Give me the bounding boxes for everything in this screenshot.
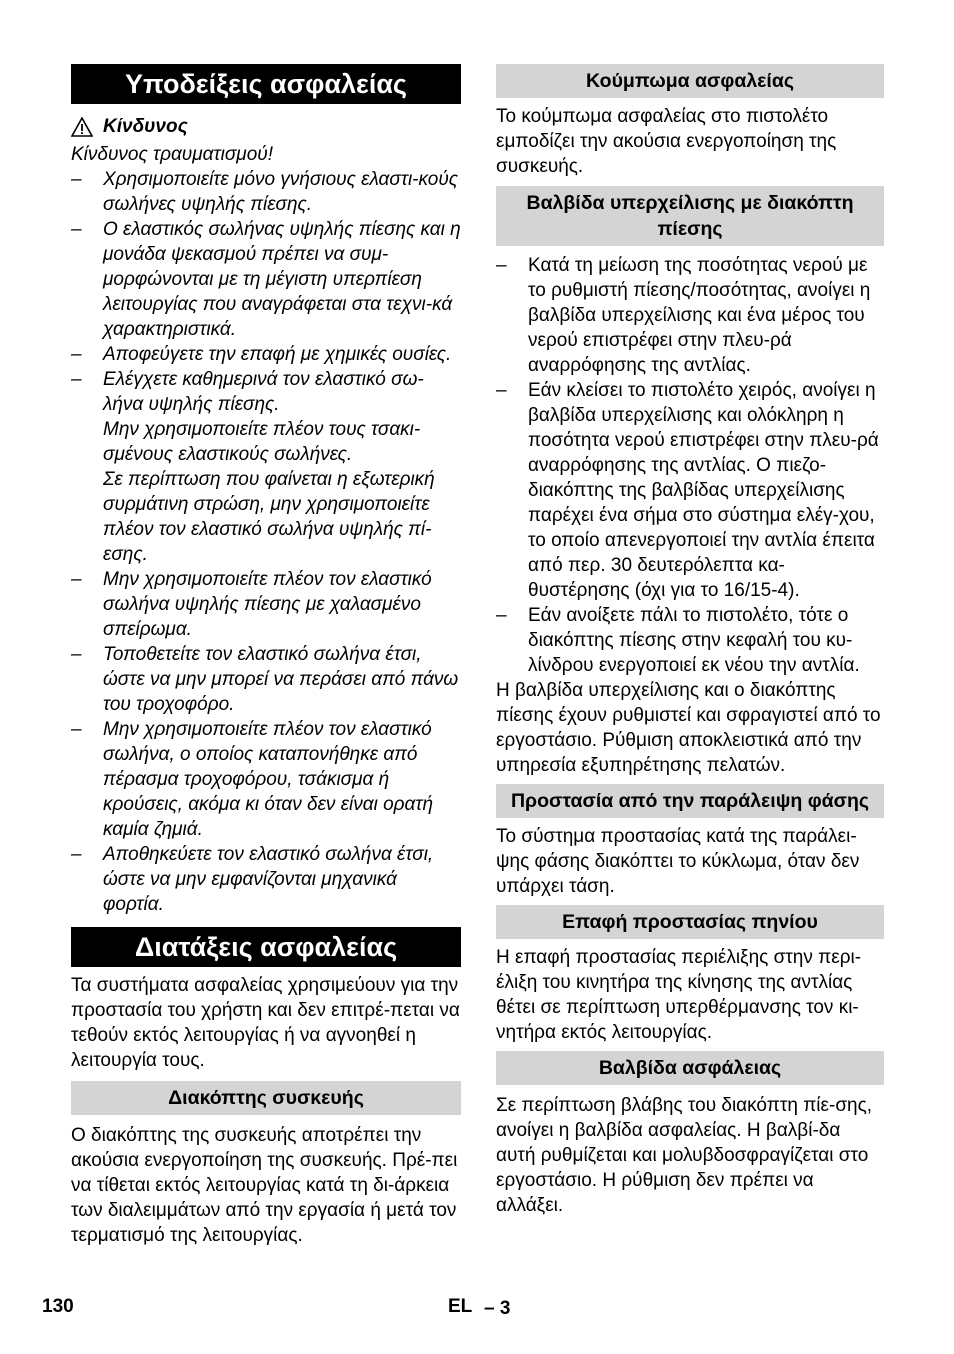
list-item: – Χρησιμοποιείτε μόνο γνήσιους ελαστι-κούς σωλήνες υψηλής πίεσης. — [71, 169, 459, 215]
list-item: – Κατά τη μείωση της ποσότητας νερού με το ρυθμιστή πίεσης/ποσότητας, ανοίγει η βαλβίδα υπερχείλισης και ένα μέρος του νερού επιστρέφει στην πλευ-ρά αναρρόφησης της αντλίας. — [496, 255, 871, 376]
list-item: – Ελέγχετε καθημερινά τον ελαστικό σω-λήνα υψηλής πίεσης. — [71, 369, 424, 415]
device-switch-heading: Διακόπτης συσκευής — [71, 1081, 461, 1115]
list-item: – Τοποθετείτε τον ελαστικό σωλήνα έτσι, ώστε να μην μπορεί να περάσει από πάνω του τροχοφόρο. — [71, 644, 459, 715]
danger-heading — [71, 114, 461, 139]
list-item: – Αποφεύγετε την επαφή με χημικές ουσίες. — [71, 344, 452, 365]
list-item: – Εάν ανοίξετε πάλι το πιστολέτο, τότε ο διακόπτης πίεσης στην κεφαλή του κυ-λίνδρου ενεργοποιεί εκ νέου την αντλία. — [496, 605, 860, 676]
overflow-valve-text: Η βαλβίδα υπερχείλισης και ο διακόπτης πίεσης έχουν ρυθμιστεί και σφραγιστεί από το εργοστάσιο. Ρύθμιση αποκλειστικά από την υπηρεσία εξυπηρέτησης πελατών. — [496, 680, 881, 776]
language-code: EL — [448, 1296, 473, 1317]
list-item: – Εάν κλείσει το πιστολέτο χειρός, ανοίγει η βαλβίδα υπερχείλισης και ολόκληρη η ποσότητα νερού επιστρέφει στην πλευ-ρά αναρρόφησης της αντλίας. Ο πιεζο-διακόπτης της βαλβίδας υπερχείλισης παρέχει ένα σήμα στο σύστημα ελέγ-χου, το οποίο απενεργοποιεί την αντλία έπειτα από περ. 30 δευτερόλεπτα κα-θυστέρησης (όχι για το 16/15-4). — [496, 380, 879, 601]
danger-intro: Κίνδυνος τραυματισμού! — [71, 144, 273, 165]
overflow-valve-list — [496, 253, 884, 678]
danger-list — [71, 167, 461, 917]
right-column — [496, 64, 884, 1218]
safety-devices-text: Τα συστήματα ασφαλείας χρησιμεύουν για την προστασία του χρήστη και δεν επιτρέ-πεται να τεθούν εκτός λειτουργίας ή να αγνοηθεί η λειτουργία τους. — [71, 975, 460, 1071]
coil-protection-heading: Επαφή προστασίας πηνίου — [496, 905, 884, 939]
sub-note: Μην χρησιμοποιείτε πλέον τους τσακι-σμένους ελαστικούς σωλήνες. — [103, 419, 421, 465]
coil-protection-text: Η επαφή προστασίας περιέλιξης στην περι-έλιξη του κινητήρα της κίνησης της αντλίας θέτει σε περίπτωση υπερθέρμανσης τον κι-νητήρα εκτός λειτουργίας. — [496, 947, 862, 1043]
section-number: – 3 — [484, 1298, 511, 1319]
overflow-valve-heading: Βαλβίδα υπερχείλισης με διακόπτη πίεσης — [496, 186, 884, 246]
device-switch-text: Ο διακόπτης της συσκευής αποτρέπει την ακούσια ενεργοποίηση της συσκευής. Πρέ-πει να τίθεται εκτός λειτουργίας κατά τη δι-άρκεια των διαλειμμάτων από την εργασία ή μετά τον τερματισμό της λειτουργίας. — [71, 1125, 458, 1246]
list-item: – Μην χρησιμοποιείτε πλέον τον ελαστικό σωλήνα, ο οποίος καταπονήθηκε από πέρασμα τροχοφόρου, τσάκισμα ή κρούσεις, ακόμα κι όταν δεν είναι ορατή καμία ζημιά. — [71, 719, 434, 840]
warning-triangle-icon — [71, 117, 93, 137]
list-item: – Ο ελαστικός σωλήνας υψηλής πίεσης και η μονάδα ψεκασμού πρέπει να συμ-μορφώνονται με τη μέγιστη υπερπίεση λειτουργίας που αναγράφεται στα τεχνι-κά χαρακτηριστικά. — [71, 219, 461, 340]
safety-lock-text: Το κούμπωμα ασφαλείας στο πιστολέτο εμποδίζει την ακούσια ενεργοποίηση της συσκευής. — [496, 106, 837, 177]
safety-devices-heading: Διατάξεις ασφαλείας — [71, 927, 461, 967]
phase-protection-text: Το σύστημα προστασίας κατά της παράλει-ψης φάσης διακόπτει το κύκλωμα, όταν δεν υπάρχει τάση. — [496, 826, 860, 897]
safety-lock-heading: Κούμπωμα ασφαλείας — [496, 64, 884, 98]
safety-valve-heading: Βαλβίδα ασφάλειας — [496, 1051, 884, 1085]
danger-label: Κίνδυνος — [103, 116, 188, 137]
sub-note: Σε περίπτωση που φαίνεται η εξωτερική συρμάτινη στρώση, μην χρησιμοποιείτε πλέον τον ελαστικό σωλήνα υψηλής πί-εσης. — [103, 469, 435, 565]
page-number: 130 — [42, 1296, 74, 1317]
safety-instructions-heading: Υποδείξεις ασφαλείας — [71, 64, 461, 104]
list-item: – Μην χρησιμοποιείτε πλέον τον ελαστικό σωλήνα υψηλής πίεσης με χαλασμένο σπείρωμα. — [71, 569, 432, 640]
list-item: – Αποθηκεύετε τον ελαστικό σωλήνα έτσι, ώστε να μην εμφανίζονται μηχανικά φορτία. — [71, 844, 434, 915]
phase-protection-heading: Προστασία από την παράλειψη φάσης — [496, 784, 884, 818]
left-column — [71, 64, 461, 1248]
safety-valve-text: Σε περίπτωση βλάβης του διακόπτη πίε-σης, ανοίγει η βαλβίδα ασφαλείας. Η βαλβί-δα αυτή ρυθμίζεται και μολυβδοσφραγίζεται στο εργοστάσιο. Η ρύθμιση δεν πρέπει να αλλάξει. — [496, 1095, 873, 1216]
